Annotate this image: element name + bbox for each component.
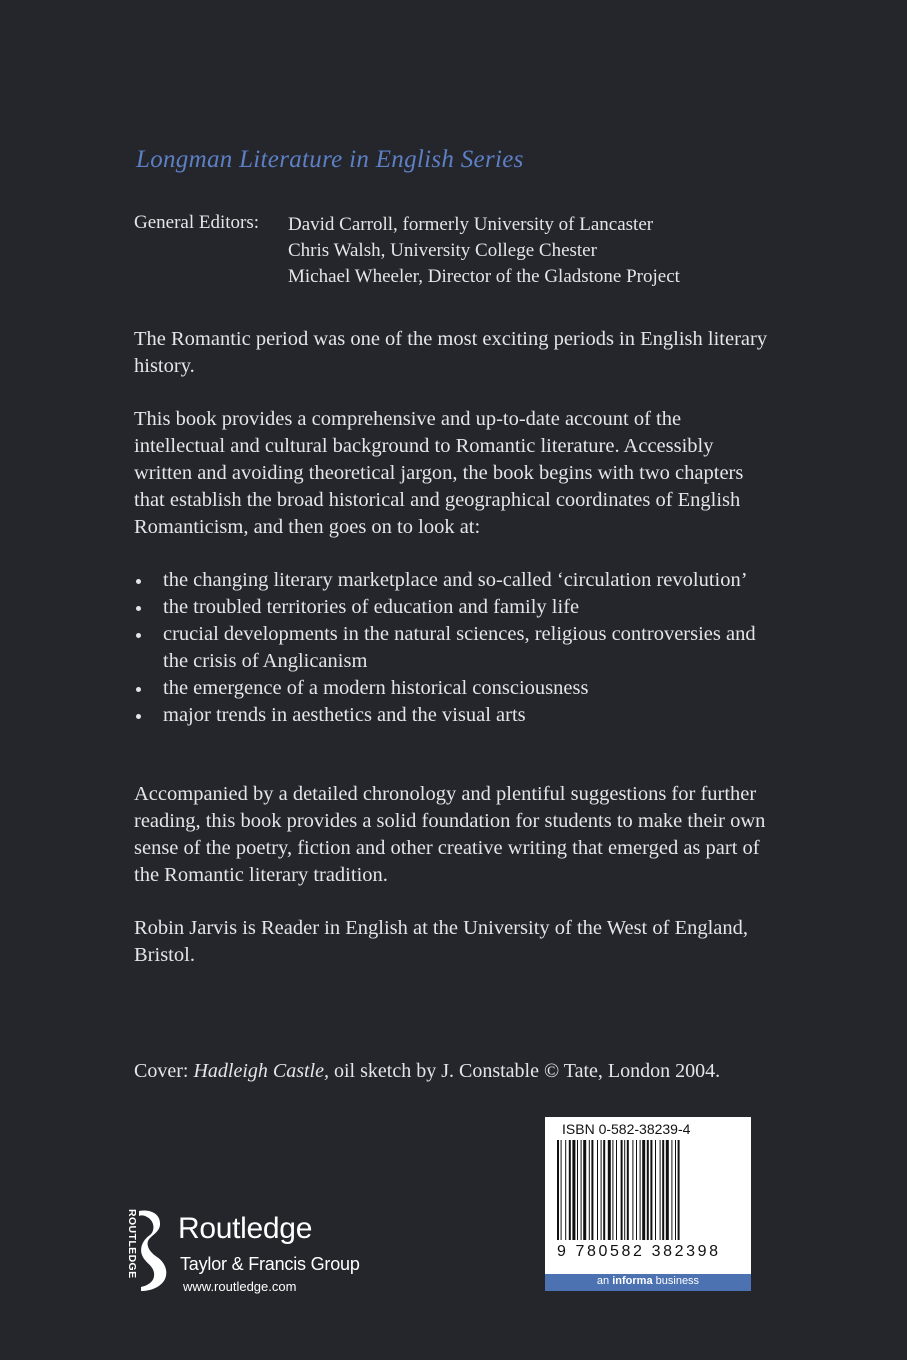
cover-credit-rest: oil sketch by J. Constable © Tate, London 2004.	[333, 1060, 721, 1082]
barcode-bar	[577, 1140, 578, 1240]
topic-item: crucial developments in the natural sciences, religious controversies and the crisis of Anglicanism	[134, 621, 774, 675]
publisher-group: Taylor & Francis Group	[180, 1254, 360, 1274]
barcode-bar	[612, 1140, 613, 1240]
barcode-bar	[624, 1140, 625, 1240]
barcode-bar	[597, 1140, 598, 1240]
barcode-bar	[632, 1140, 633, 1240]
barcode-bar	[557, 1140, 559, 1240]
barcode-bar	[655, 1140, 656, 1240]
informa-brand: informa	[612, 1275, 653, 1287]
general-editors-label: General Editors:	[134, 212, 260, 233]
editor-name: Chris Walsh, University College Chester	[288, 240, 597, 261]
barcode-icon	[557, 1140, 741, 1244]
barcode-bar	[647, 1140, 649, 1240]
informa-prefix: an	[596, 1275, 610, 1287]
topic-item: the changing literary marketplace and so-called ‘circulation revolution’	[134, 567, 774, 594]
barcode-bar	[608, 1140, 611, 1240]
barcode-bar	[572, 1140, 575, 1240]
topic-item: the troubled territories of education and family life	[134, 594, 774, 621]
barcode-bar	[583, 1140, 586, 1240]
informa-text	[545, 1275, 751, 1287]
routledge-logo-icon	[117, 1207, 175, 1295]
barcode-bar	[666, 1140, 669, 1240]
publisher-url[interactable]: www.routledge.com	[183, 1279, 297, 1294]
isbn-label: ISBN 0-582-38239-4	[562, 1121, 691, 1137]
barcode-bar	[616, 1140, 617, 1240]
cover-credit	[134, 1060, 720, 1083]
barcode-bar	[660, 1140, 661, 1240]
barcode-bar	[621, 1140, 623, 1240]
topic-item: major trends in aesthetics and the visual arts	[134, 702, 774, 729]
barcode-bar	[591, 1140, 593, 1240]
overview-paragraph: This book provides a comprehensive and up-to-date account of the intellectual and cultural background to Romantic literature. Accessibly written and avoiding theoretical jargon, the book begins with two chapters that establish the broad historical and geographical coordinates of English Romanticism, and then goes on to look at:	[134, 408, 744, 538]
barcode-bar	[671, 1140, 672, 1240]
intro-paragraph: The Romantic period was one of the most exciting periods in English literary history.	[134, 328, 768, 377]
series-title: Longman Literature in English Series	[136, 146, 524, 173]
publisher-name: Routledge	[178, 1212, 313, 1245]
barcode-bar	[650, 1140, 652, 1240]
barcode-bar	[678, 1140, 680, 1240]
barcode-bar	[636, 1140, 637, 1240]
barcode-bar	[601, 1140, 602, 1240]
editor-name: David Carroll, formerly University of Lancaster	[288, 214, 654, 235]
barcode-bar	[603, 1140, 605, 1240]
informa-suffix: business	[655, 1275, 700, 1287]
closing-paragraph: Accompanied by a detailed chronology and plentiful suggestions for further reading, this book provides a solid foundation for students to make their own sense of the poetry, fiction and other creative writing that emerged as part of the Romantic literary tradition.	[134, 783, 766, 886]
barcode-bar	[642, 1140, 645, 1240]
barcode-bar	[675, 1140, 676, 1240]
barcode-bar	[662, 1140, 664, 1240]
barcode-digits: 9 780582 382398	[557, 1243, 721, 1260]
barcode-bar	[565, 1140, 566, 1240]
informa-banner	[545, 1274, 751, 1291]
topics-list	[134, 567, 774, 729]
cover-credit-prefix: Cover:	[134, 1060, 189, 1082]
barcode-bar	[581, 1140, 582, 1240]
barcode-bar	[569, 1140, 571, 1240]
general-editors-list	[288, 212, 680, 290]
editor-name: Michael Wheeler, Director of the Gladstone Project	[288, 266, 680, 287]
barcode-bar	[627, 1140, 629, 1240]
cover-artwork-title: Hadleigh Castle,	[193, 1060, 329, 1082]
author-bio: Robin Jarvis is Reader in English at the University of the West of England, Bristol.	[134, 917, 749, 966]
barcode-bar	[589, 1140, 590, 1240]
barcode-bar	[640, 1140, 641, 1240]
barcode-bar	[561, 1140, 562, 1240]
topic-item: the emergence of a modern historical consciousness	[134, 675, 774, 702]
svg-text:ROUTLEDGE: ROUTLEDGE	[126, 1209, 138, 1279]
